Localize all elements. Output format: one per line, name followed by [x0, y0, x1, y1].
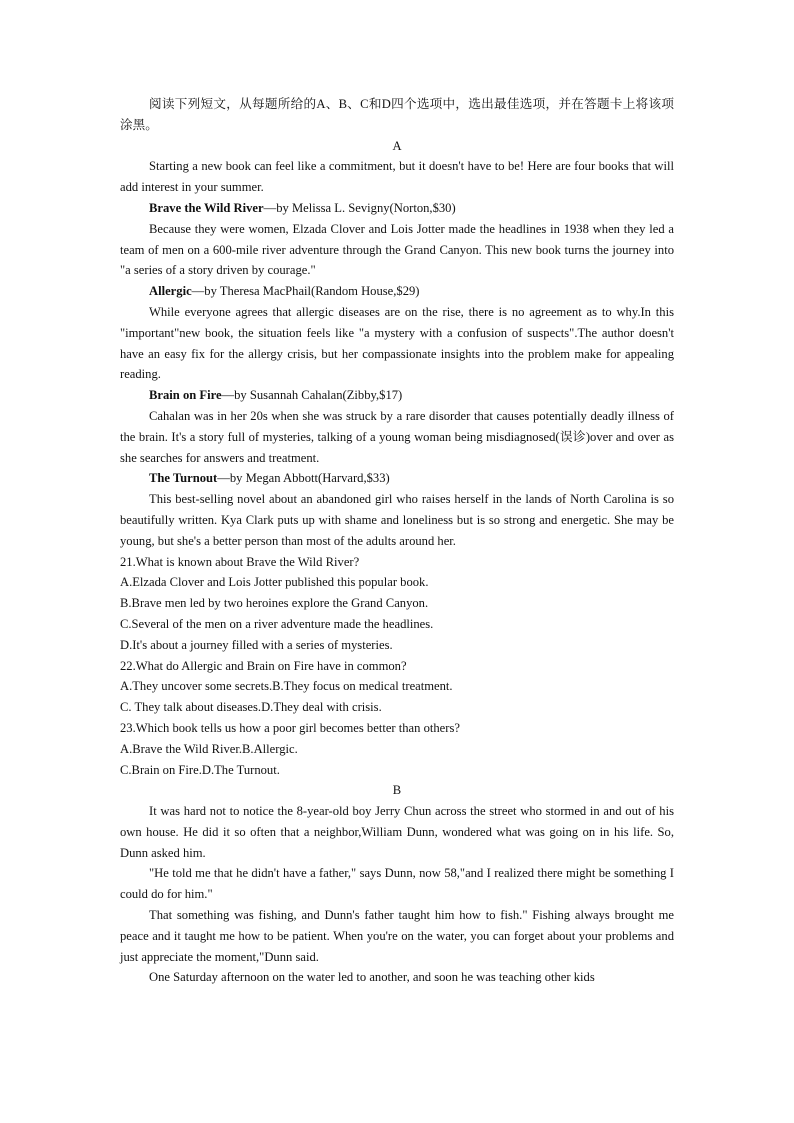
book-byline: —by Theresa MacPhail(Random House,$29)	[191, 284, 420, 299]
section-b-paragraph: "He told me that he didn't have a father," says Dunn, now 58,"and I realized there might be something I could do for him."	[120, 866, 674, 902]
book-description: Because they were women, Elzada Clover and Lois Jotter made the headlines in 1938 when they led a team of men on a 600-mile river adventure through the Grand Canyon. This new book turns the journey into "a series of a story driven by courage."	[120, 221, 674, 278]
answer-option: A.They uncover some secrets.B.They focus on medical treatment.	[120, 679, 453, 694]
section-b-heading: B	[392, 783, 402, 798]
book-heading	[120, 385, 674, 406]
book-title: The Turnout	[149, 471, 218, 486]
section-b-paragraph: It was hard not to notice the 8-year-old boy Jerry Chun across the street who stormed in and out of his own house. He did it so often that a neighbor,William Dunn, wondered what was going on in his life. So, Dunn asked him.	[120, 804, 674, 860]
book-title: Brain on Fire	[149, 388, 222, 403]
document-page	[120, 94, 674, 988]
answer-option: B.Brave men led by two heroines explore the Grand Canyon.	[120, 596, 429, 611]
book-heading	[120, 198, 674, 219]
book-byline: —by Susannah Cahalan(Zibby,$17)	[221, 388, 403, 403]
book-title: Brave the Wild River	[149, 200, 264, 215]
book-heading	[120, 281, 674, 302]
book-description: This best-selling novel about an abandoned girl who raises herself in the lands of North Carolina is so beautifully written. Kya Clark puts up with shame and loneliness but is so strong and energetic. She may be young, but she's a better person than most of the adults around her.	[120, 492, 674, 548]
question-stem: 23.Which book tells us how a poor girl becomes better than others?	[120, 720, 460, 735]
book-heading	[120, 468, 674, 489]
book-title: Allergic	[149, 284, 192, 299]
section-b-paragraph: That something was fishing, and Dunn's father taught him how to fish." Fishing always brought me peace and it taught me how to be patient. When you're on the water, you can forget about your problems and just appreciate the moment,"Dunn said.	[120, 908, 674, 964]
question-stem: 21.What is known about Brave the Wild River?	[120, 554, 360, 569]
book-byline: —by Megan Abbott(Harvard,$33)	[217, 471, 390, 486]
answer-option: D.It's about a journey filled with a series of mysteries.	[120, 637, 393, 652]
answer-option: C. They talk about diseases.D.They deal with crisis.	[120, 700, 382, 715]
answer-option: A.Elzada Clover and Lois Jotter published this popular book.	[120, 575, 429, 590]
section-b-paragraph: One Saturday afternoon on the water led to another, and soon he was teaching other kids	[149, 970, 595, 985]
section-a-heading: A	[392, 138, 402, 153]
answer-option: C.Brain on Fire.D.The Turnout.	[120, 762, 280, 777]
answer-option: A.Brave the Wild River.B.Allergic.	[120, 741, 298, 756]
question-stem: 22.What do Allergic and Brain on Fire have in common?	[120, 658, 407, 673]
answer-option: C.Several of the men on a river adventure made the headlines.	[120, 616, 434, 631]
section-a-intro: Starting a new book can feel like a commitment, but it doesn't have to be! Here are four books that will add interest in your summer.	[120, 159, 674, 195]
book-description: While everyone agrees that allergic diseases are on the rise, there is no agreement as to why.In this "important"new book, the situation feels like "a mystery with a confusion of suspects".The author doesn't have an easy fix for the allergy crisis, but her compassionate insights into the problem make for appealing reading.	[120, 304, 674, 382]
book-description: Cahalan was in her 20s when she was struck by a rare disorder that causes potentially deadly illness of the brain. It's a story full of mysteries, talking of a young woman being misdiagnosed(误诊)over and over as she searches for answers and treatment.	[120, 408, 674, 465]
book-byline: —by Melissa L. Sevigny(Norton,$30)	[263, 200, 456, 215]
instruction-text: 阅读下列短文，从每题所给的A、B、C和D四个选项中，选出最佳选项，并在答题卡上将该项涂黑。	[120, 97, 674, 132]
